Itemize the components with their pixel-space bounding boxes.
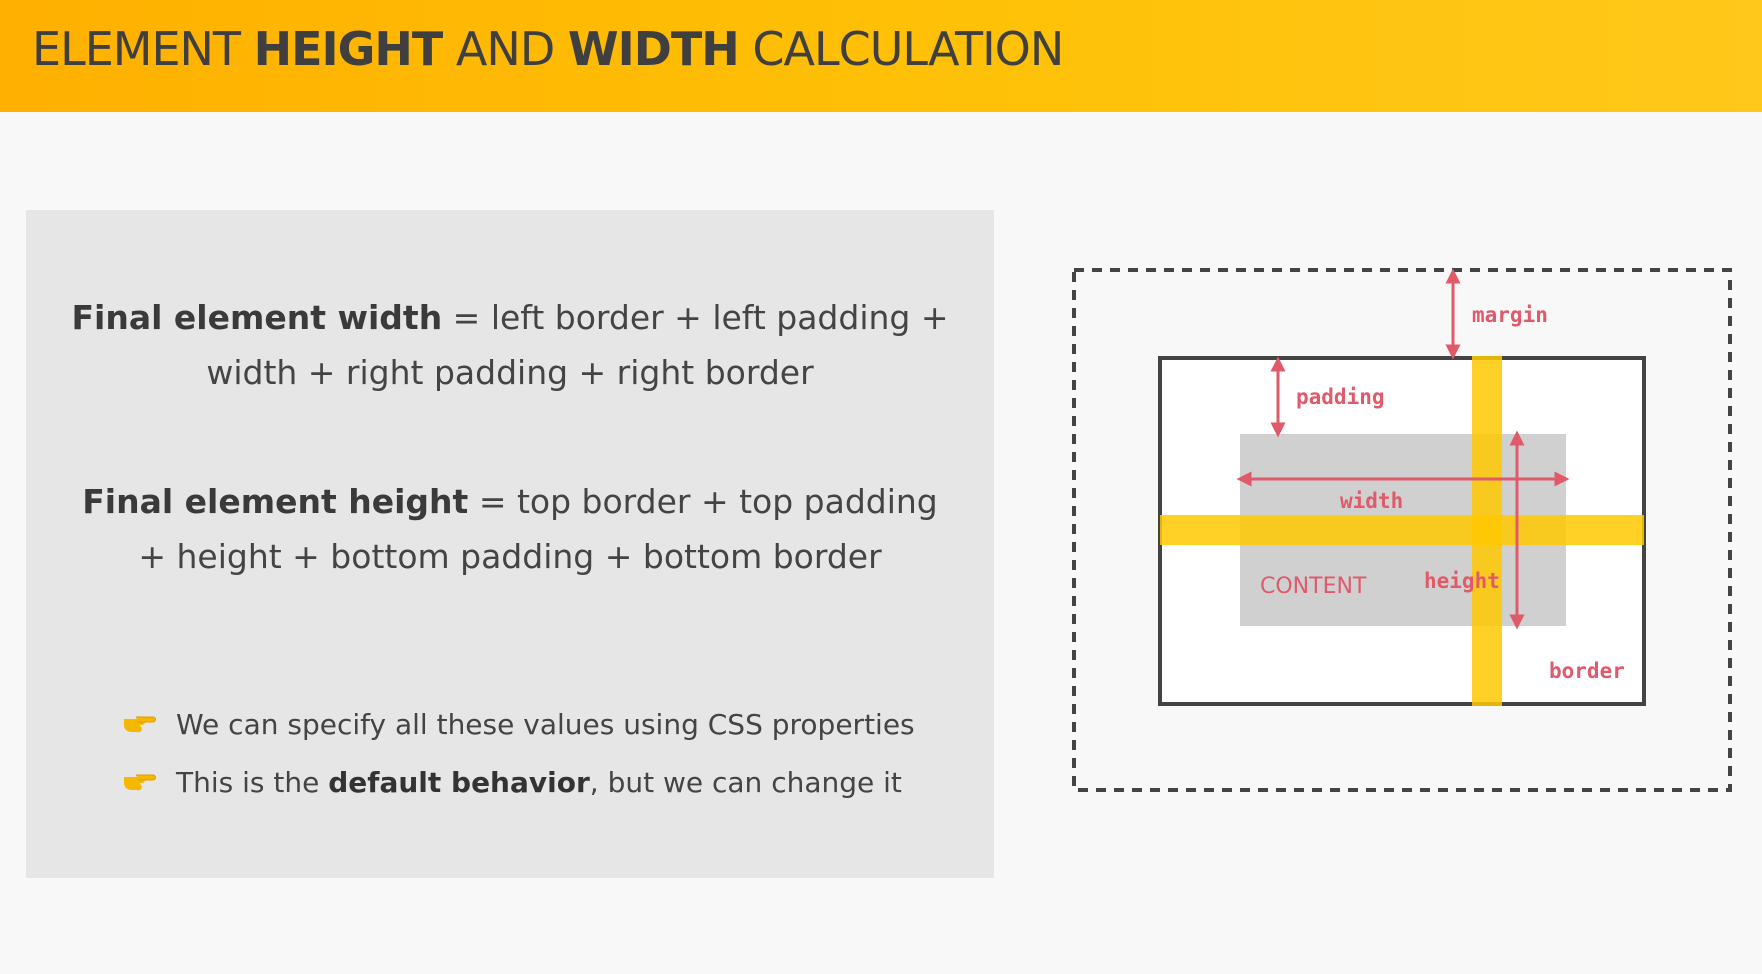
box-model-diagram bbox=[1060, 260, 1740, 800]
width-formula-label: Final element width bbox=[71, 298, 443, 337]
note-text: This is the bbox=[176, 766, 329, 799]
header-bar bbox=[0, 0, 1762, 112]
width-formula-line1 bbox=[26, 290, 994, 345]
padding-label: padding bbox=[1296, 385, 1385, 409]
height-formula-line2: + height + bottom padding + bottom border bbox=[138, 537, 882, 576]
title-part: ELEMENT bbox=[32, 22, 254, 76]
title-bold: WIDTH bbox=[567, 22, 739, 76]
width-formula-text: = left border + left padding + bbox=[442, 298, 949, 337]
note-text: We can specify all these values using CSS properties bbox=[176, 708, 915, 741]
horizontal-highlight-bar bbox=[1160, 515, 1644, 545]
title-bold: HEIGHT bbox=[253, 22, 443, 76]
note-bold-text: default behavior bbox=[328, 766, 590, 799]
border-label: border bbox=[1549, 659, 1625, 683]
page-title bbox=[32, 22, 1063, 76]
width-label: width bbox=[1340, 489, 1404, 513]
height-label: height bbox=[1424, 569, 1500, 593]
title-part: CALCULATION bbox=[738, 22, 1064, 76]
title-part: AND bbox=[442, 22, 568, 76]
height-formula-text: = top border + top padding bbox=[468, 482, 938, 521]
width-formula bbox=[26, 290, 994, 400]
note-item bbox=[122, 708, 915, 741]
content-label: CONTENT bbox=[1260, 574, 1367, 599]
formula-panel bbox=[26, 210, 994, 878]
width-formula-line2: width + right padding + right border bbox=[206, 353, 814, 392]
pointing-hand-icon bbox=[122, 766, 162, 799]
height-formula-label: Final element height bbox=[82, 482, 469, 521]
vertical-highlight-bar bbox=[1472, 356, 1502, 706]
height-formula-line1 bbox=[26, 474, 994, 529]
height-formula bbox=[26, 474, 994, 584]
pointing-hand-icon bbox=[122, 708, 162, 741]
note-text: , but we can change it bbox=[589, 766, 902, 799]
margin-label: margin bbox=[1472, 303, 1548, 327]
note-item bbox=[122, 766, 902, 799]
